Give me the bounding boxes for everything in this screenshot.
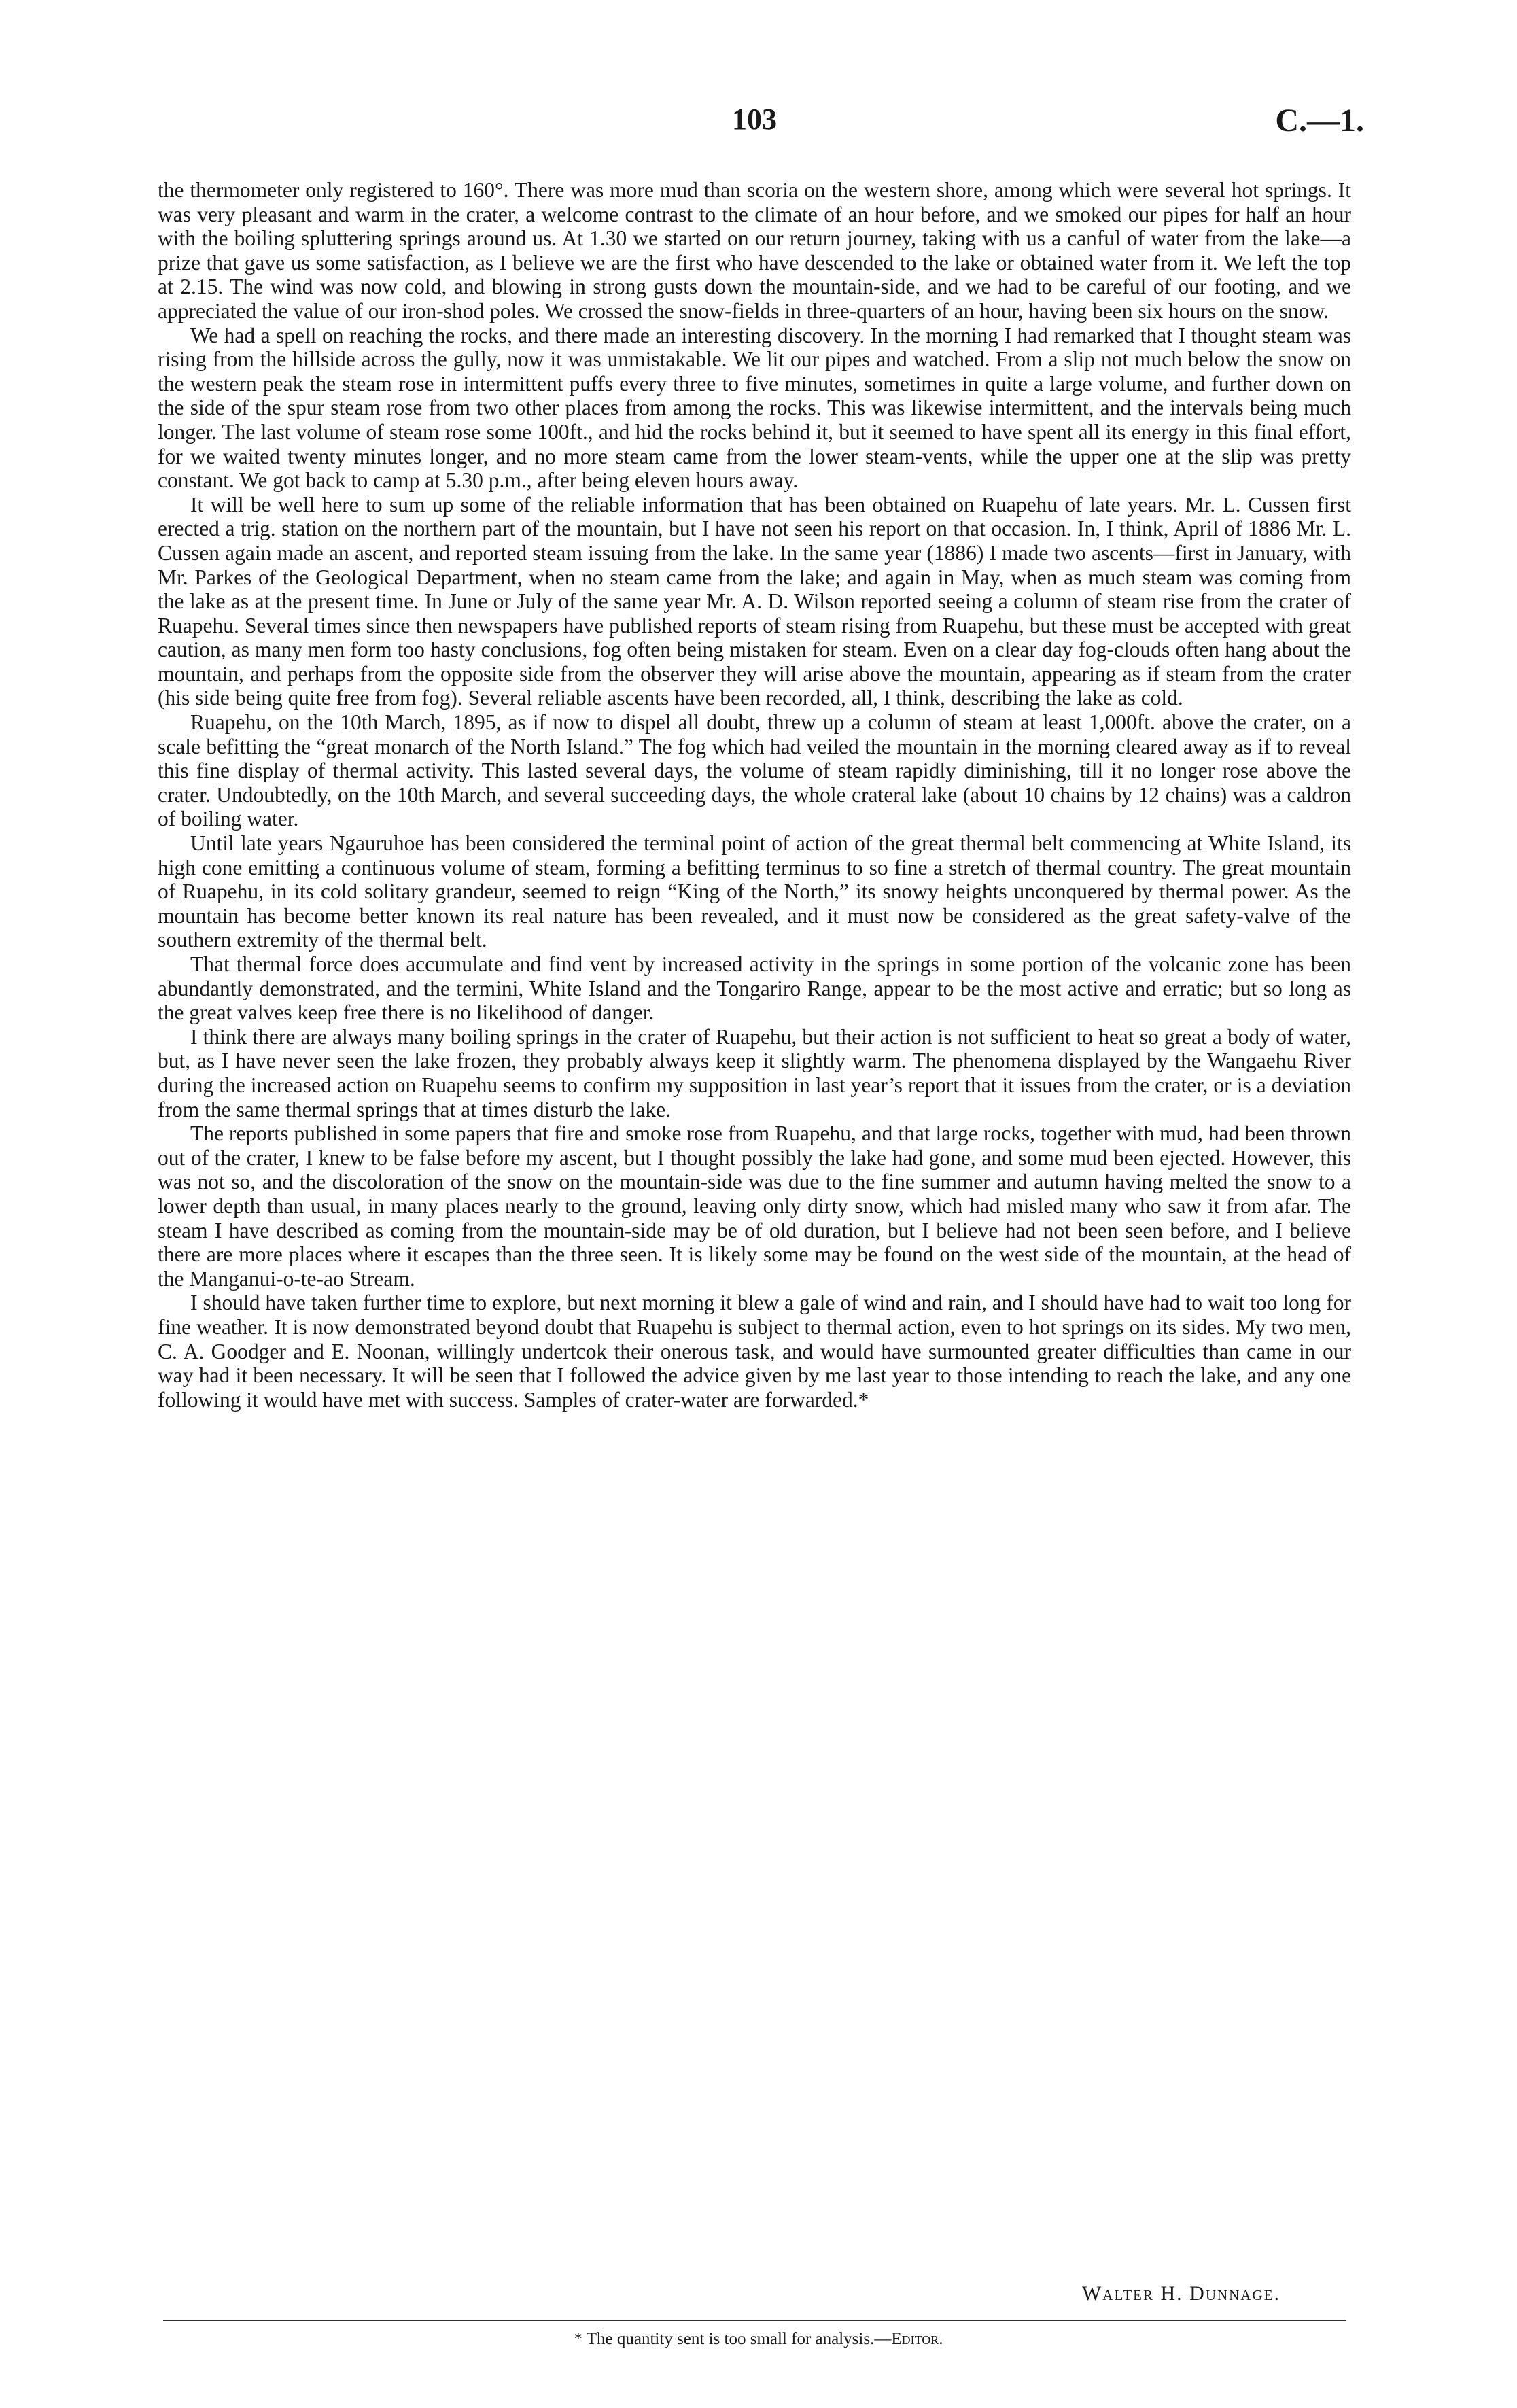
- paragraph-4: Ruapehu, on the 10th March, 1895, as if now to dispel all doubt, threw up a column of steam at least 1,000ft. above the crater, on a scale befitting the “great monarch of the North Island.” The fog which had veiled the mountain in the morning cleared away as if to reveal this fine display of thermal activity. This lasted several days, the volume of steam rapidly diminishing, till it no longer rose above the crater. Undoubtedly, on the 10th March, and several succeeding days, the whole crateral lake (about 10 chains by 12 chains) was a caldron of boiling water.: [158, 710, 1351, 831]
- paragraph-7: I think there are always many boiling springs in the crater of Ruapehu, but their action is not sufficient to heat so great a body of water, but, as I have never seen the lake frozen, they probably always keep it slightly warm. The phenomena displayed by the Wangaehu River during the increased action on Ruapehu seems to confirm my supposition in last year’s report that it issues from the crater, or is a deviation from the same thermal springs that at times disturb the lake.: [158, 1024, 1351, 1121]
- paragraph-1: the thermometer only registered to 160°. There was more mud than scoria on the western shore, among which were several hot springs. It was very pleasant and warm in the crater, a welcome contrast to the climate of an hour before, and we smoked our pipes for half an hour with the boiling spluttering springs around us. At 1.30 we started on our return journey, taking with us a canful of water from the lake—a prize that gave us some satisfaction, as I believe we are the first who have descended to the lake or obtained water from it. We left the top at 2.15. The wind was now cold, and blowing in strong gusts down the mountain-side, and we had to be careful of our footing, and we appreciated the value of our iron-shod poles. We crossed the snow-fields in three-quarters of an hour, having been six hours on the snow.: [158, 178, 1351, 323]
- author-signature: Walter H. Dunnage.: [1081, 2282, 1280, 2305]
- report-body: [158, 178, 1351, 1412]
- page-header: [0, 102, 1517, 150]
- footnote-text: * The quantity sent is too small for analysis.—: [574, 2330, 892, 2348]
- footnote-divider: [163, 2320, 1346, 2321]
- page-number: 103: [732, 103, 777, 136]
- footnote: [0, 2330, 1517, 2349]
- footnote-editor: Editor.: [891, 2330, 943, 2348]
- paragraph-2: We had a spell on reaching the rocks, and there made an interesting discovery. In the morning I had remarked that I thought steam was rising from the hillside across the gully, now it was unmistakable. We lit our pipes and watched. From a slip not much below the snow on the western peak the steam rose in intermittent puffs every three to five minutes, sometimes in quite a large volume, and further down on the side of the spur steam rose from two other places from among the rocks. This was likewise intermittent, and the intervals being much longer. The last volume of steam rose some 100ft., and hid the rocks behind it, but it seemed to have spent all its energy in this final effort, for we waited twenty minutes longer, and no more steam came from the lower steam-vents, while the upper one at the slip was pretty constant. We got back to camp at 5.30 p.m., after being eleven hours away.: [158, 323, 1351, 493]
- paragraph-5: Until late years Ngauruhoe has been considered the terminal point of action of the great thermal belt commencing at White Island, its high cone emitting a continuous volume of steam, forming a befitting terminus to so fine a stretch of thermal country. The great mountain of Ruapehu, in its cold solitary grandeur, seemed to reign “King of the North,” its snowy heights unconquered by thermal power. As the mountain has become better known its real nature has been revealed, and it must now be considered as the great safety-valve of the southern extremity of the thermal belt.: [158, 831, 1351, 952]
- paragraph-9: I should have taken further time to explore, but next morning it blew a gale of wind and rain, and I should have had to wait too long for fine weather. It is now demonstrated beyond doubt that Ruapehu is subject to thermal action, even to hot springs on its sides. My two men, C. A. Goodger and E. Noonan, willingly undertcok their onerous task, and would have surmounted greater difficulties than came in our way had it been necessary. It will be seen that I followed the advice given by me last year to those intending to reach the lake, and any one following it would have met with success. Samples of crater-water are forwarded.*: [158, 1291, 1351, 1412]
- paragraph-8: The reports published in some papers that fire and smoke rose from Ruapehu, and that large rocks, together with mud, had been thrown out of the crater, I knew to be false before my ascent, but I thought possibly the lake had gone, and some mud been ejected. However, this was not so, and the discoloration of the snow on the mountain-side was due to the fine summer and autumn having melted the snow to a lower depth than usual, in many places nearly to the ground, leaving only dirty snow, which had misled many who saw it from afar. The steam I have described as coming from the mountain-side may be of old duration, but I believe had not been seen before, and I believe there are more places where it escapes than the three seen. It is likely some may be found on the west side of the mountain, at the head of the Manganui-o-te-ao Stream.: [158, 1121, 1351, 1291]
- paragraph-6: That thermal force does accumulate and find vent by increased activity in the springs in some portion of the volcanic zone has been abundantly demonstrated, and the termini, White Island and the Tongariro Range, appear to be the most active and erratic; but so long as the great valves keep free there is no likelihood of danger.: [158, 952, 1351, 1025]
- document-reference: C.—1.: [1275, 103, 1364, 139]
- paragraph-3: It will be well here to sum up some of the reliable information that has been obtained on Ruapehu of late years. Mr. L. Cussen first erected a trig. station on the northern part of the mountain, but I have not seen his report on that occasion. In, I think, April of 1886 Mr. L. Cussen again made an ascent, and reported steam issuing from the lake. In the same year (1886) I made two ascents—first in January, with Mr. Parkes of the Geological Department, when no steam came from the lake; and again in May, when as much steam was coming from the lake as at the present time. In June or July of the same year Mr. A. D. Wilson reported seeing a column of steam rise from the crater of Ruapehu. Several times since then newspapers have published reports of steam rising from Ruapehu, but these must be accepted with great caution, as many men form too hasty conclusions, fog often being mistaken for steam. Even on a clear day fog-clouds often hang about the mountain, and perhaps from the opposite side from the observer they will arise above the mountain, appearing as if steam from the crater (his side being quite free from fog). Several reliable ascents have been recorded, all, I think, describing the lake as cold.: [158, 492, 1351, 710]
